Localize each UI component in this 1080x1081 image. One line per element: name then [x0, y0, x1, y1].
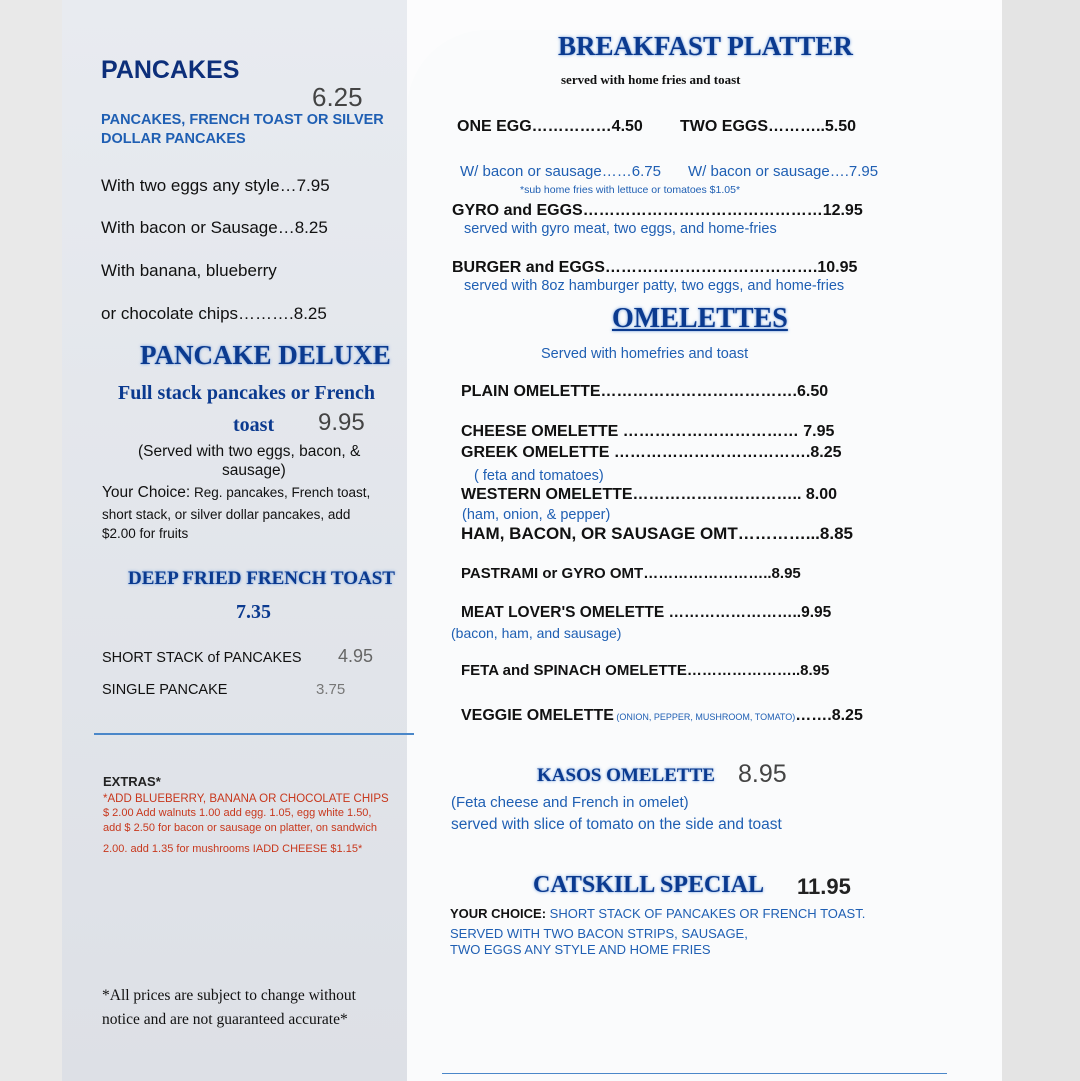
- single-pancake-price: 3.75: [316, 681, 346, 698]
- burger-eggs-desc: served with 8oz hamburger patty, two eggs, and home-fries: [464, 278, 845, 294]
- extras-title: EXTRAS*: [103, 774, 161, 789]
- catskill-line3: TWO EGGS ANY STYLE AND HOME FRIES: [450, 942, 711, 957]
- pancakes-title: PANCAKES: [101, 56, 240, 84]
- pancake-deluxe-price: 9.95: [318, 409, 365, 436]
- catskill-choice-label: YOUR CHOICE:: [450, 906, 547, 921]
- gyro-eggs-desc: served with gyro meat, two eggs, and home-fries: [464, 221, 777, 237]
- kasos-price: 8.95: [738, 760, 787, 788]
- kasos-title: KASOS OMELETTE: [537, 765, 715, 786]
- one-egg-item: ONE EGG……………4.50: [457, 118, 643, 135]
- pancake-deluxe-line2: toast: [233, 414, 275, 436]
- extras-line1: *ADD BLUEBERRY, BANANA OR CHOCOLATE CHIPS: [103, 793, 389, 805]
- feta-spinach-omelette: FETA and SPINACH OMELETTE…………………..8.95: [461, 662, 830, 679]
- veggie-omelette: [461, 707, 863, 725]
- catskill-price: 11.95: [797, 874, 851, 899]
- pancakes-item: With two eggs any style…7.95: [101, 176, 330, 195]
- catskill-line2: SERVED WITH TWO BACON STRIPS, SAUSAGE,: [450, 926, 748, 941]
- omelettes-subtitle: Served with homefries and toast: [541, 346, 749, 362]
- greek-desc: ( feta and tomatoes): [474, 468, 604, 484]
- pancakes-item: With bacon or Sausage…8.25: [101, 218, 328, 237]
- kasos-line2: served with slice of tomato on the side and toast: [451, 816, 782, 833]
- disclaimer-line2: notice and are not guaranteed accurate*: [102, 1011, 348, 1028]
- pancake-deluxe-served-2: sausage): [222, 462, 286, 479]
- extras-line2: $ 2.00 Add walnuts 1.00 add egg. 1.05, egg white 1.50,: [103, 807, 372, 819]
- page-edge: [1002, 0, 1080, 1081]
- plain-omelette: PLAIN OMELETTE……………………………….6.50: [461, 383, 829, 400]
- one-egg-bacon: W/ bacon or sausage……6.75: [460, 163, 661, 180]
- western-omelette: WESTERN OMELETTE………………………….. 8.00: [461, 486, 838, 503]
- pancake-deluxe-served-1: (Served with two eggs, bacon, &: [138, 443, 361, 460]
- pastrami-gyro-omelette: PASTRAMI or GYRO OMT……………………..8.95: [461, 565, 801, 582]
- single-pancake-label: SINGLE PANCAKE: [102, 682, 228, 698]
- veggie-price: …….8.25: [795, 707, 863, 724]
- pancakes-item: With banana, blueberry: [101, 261, 277, 280]
- choice-line1: Reg. pancakes, French toast,: [190, 485, 371, 500]
- cheese-omelette: CHEESE OMELETTE …………………………… 7.95: [461, 423, 835, 440]
- ham-bacon-omelette: HAM, BACON, OR SAUSAGE OMT…………...8.85: [461, 524, 853, 543]
- pancake-deluxe-choice-2: short stack, or silver dollar pancakes, add: [102, 507, 351, 522]
- kasos-line1: (Feta cheese and French in omelet): [451, 794, 689, 811]
- extras-line3: add $ 2.50 for bacon or sausage on platter, on sandwich: [103, 822, 377, 834]
- western-desc: (ham, onion, & pepper): [462, 507, 611, 523]
- pancakes-item: or chocolate chips……….8.25: [101, 304, 327, 323]
- meat-lovers-omelette: MEAT LOVER'S OMELETTE ……………………..9.95: [461, 604, 832, 621]
- deep-fried-title: DEEP FRIED FRENCH TOAST: [128, 568, 395, 589]
- pancakes-subtitle-1: PANCAKES, FRENCH TOAST OR SILVER: [101, 112, 384, 128]
- burger-eggs-item: BURGER and EGGS………………………………….10.95: [452, 259, 858, 276]
- disclaimer-line1: *All prices are subject to change without: [102, 987, 356, 1004]
- pancake-deluxe-title: PANCAKE DELUXE: [140, 340, 391, 370]
- gyro-eggs-item: GYRO and EGGS………………………………………12.95: [452, 202, 863, 219]
- pancake-deluxe-choice-3: $2.00 for fruits: [102, 526, 189, 541]
- breakfast-platter-title: BREAKFAST PLATTER: [558, 31, 853, 61]
- veggie-label: VEGGIE OMELETTE: [461, 707, 614, 724]
- meat-lovers-desc: (bacon, ham, and sausage): [451, 625, 622, 641]
- bottom-divider: [442, 1073, 947, 1074]
- pancakes-subtitle-2: DOLLAR PANCAKES: [101, 131, 246, 147]
- greek-omelette: GREEK OMELETTE ……………………………….8.25: [461, 444, 842, 461]
- catskill-choice-text: SHORT STACK OF PANCAKES OR FRENCH TOAST.: [546, 906, 866, 921]
- short-stack-price: 4.95: [338, 646, 374, 666]
- catskill-title: CATSKILL SPECIAL: [533, 872, 764, 898]
- two-eggs-bacon: W/ bacon or sausage….7.95: [688, 163, 879, 180]
- deep-fried-price: 7.35: [236, 601, 271, 623]
- two-eggs-item: TWO EGGS………..5.50: [680, 118, 857, 135]
- pancakes-price: 6.25: [312, 82, 363, 112]
- veggie-ingredients: (ONION, PEPPER, MUSHROOM, TOMATO): [613, 712, 796, 722]
- left-divider: [94, 733, 414, 735]
- pancake-deluxe-choice: [102, 484, 370, 502]
- omelettes-title: OMELETTES: [612, 303, 788, 334]
- short-stack-label: SHORT STACK of PANCAKES: [102, 650, 302, 666]
- sub-note: *sub home fries with lettuce or tomatoes $1.05*: [520, 184, 741, 196]
- breakfast-platter-subtitle: served with home fries and toast: [561, 72, 741, 87]
- choice-label: Your Choice:: [102, 484, 191, 501]
- extras-line4: 2.00. add 1.35 for mushrooms IADD CHEESE $1.15*: [103, 843, 363, 855]
- pancake-deluxe-line1: Full stack pancakes or French: [118, 382, 376, 404]
- catskill-choice: [450, 906, 865, 921]
